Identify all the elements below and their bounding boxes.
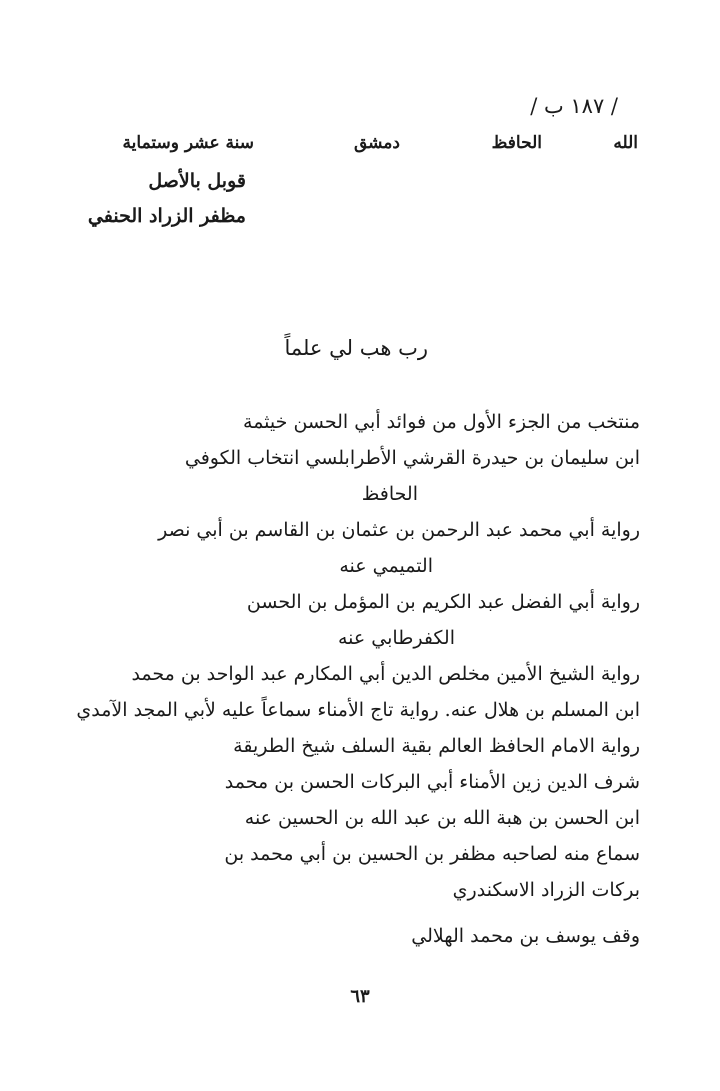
text-line: التميمي عنه	[339, 555, 433, 577]
text-line: بركات الزراد الاسكندري	[452, 879, 640, 901]
page-number: ٦٣	[350, 986, 370, 1007]
text-line: الكفرطابي عنه	[338, 627, 455, 649]
text-line: منتخب من الجزء الأول من فوائد أبي الحسن خيثمة	[243, 411, 640, 433]
collation-note-line2: مظفر الزراد الحنفي	[87, 205, 246, 227]
text-line: ابن سليمان بن حيدرة القرشي الأطرابلسي انتخاب الكوفي	[184, 447, 640, 469]
text-line: الحافظ	[361, 483, 418, 505]
header-year: سنة عشر وستماية	[122, 133, 254, 153]
text-line: ابن الحسن بن هبة الله بن عبد الله بن الحسين عنه	[244, 807, 640, 829]
text-line: وقف يوسف بن محمد الهلالي	[411, 925, 640, 947]
text-line: رواية أبي الفضل عبد الكريم بن المؤمل بن الحسن	[246, 591, 640, 613]
text-line: سماع منه لصاحبه مظفر بن الحسين بن أبي محمد بن	[224, 843, 640, 865]
invocation-title: رب هب لي علماً	[284, 336, 428, 360]
header-damascus: دمشق	[353, 133, 400, 153]
header-allah: الله	[613, 133, 638, 153]
text-line: رواية أبي محمد عبد الرحمن بن عثمان بن القاسم بن أبي نصر	[158, 519, 640, 541]
text-line: رواية الشيخ الأمين مخلص الدين أبي المكارم عبد الواحد بن محمد	[131, 663, 640, 685]
title-page-text	[40, 404, 640, 954]
text-line: ابن المسلم بن هلال عنه. رواية تاج الأمناء سماعاً عليه لأبي المجد الآمدي	[76, 699, 640, 721]
text-line: رواية الامام الحافظ العالم بقية السلف شيخ الطريقة	[233, 735, 640, 757]
folio-reference: / ١٨٧ ب /	[530, 94, 618, 118]
text-line: شرف الدين زين الأمناء أبي البركات الحسن بن محمد	[224, 771, 640, 793]
header-hafiz: الحافظ	[491, 133, 542, 153]
collation-note-line1: قوبل بالأصل	[148, 170, 246, 192]
